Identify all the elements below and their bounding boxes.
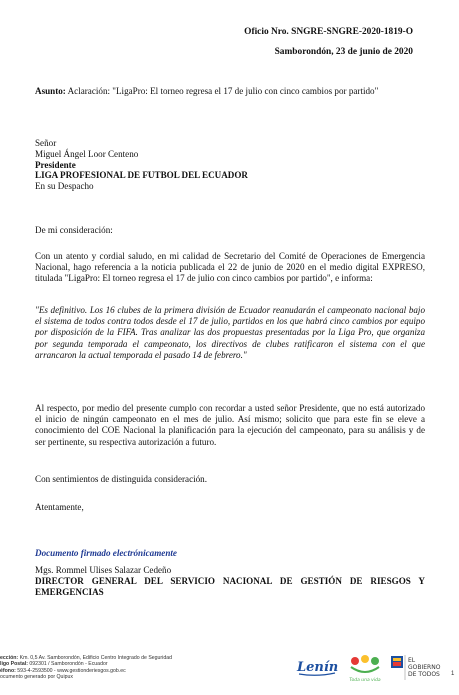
footer-contact: [0, 655, 172, 681]
greeting: De mi consideración:: [35, 225, 113, 235]
footer-postal-label: ligo Postal:: [0, 661, 28, 668]
recipient-organization: LIGA PROFESIONAL DE FUTBOL DEL ECUADOR: [35, 170, 248, 181]
footer-postal: 092301 / Samborondón - Ecuador: [27, 661, 108, 668]
recipient-block: [35, 138, 248, 192]
subject-label: Asunto:: [35, 86, 66, 96]
gob-line-2: GOBIERNO: [408, 664, 441, 671]
place-date: Samborondón, 23 de junio de 2020: [274, 47, 413, 57]
toda-una-vida-text: Toda una vida: [349, 678, 381, 683]
footer-phone-label: éfono:: [0, 667, 16, 674]
paragraph-intro: Con un atento y cordial saludo, en mi calidad de Secretario del Comité de Operaciones de Emergencia Nacional, hago referencia a la noticia publicada el 22 de junio de 2020 en el medio digital EXPRESO, titulada "LigaPro: El torneo regresa el 17 de julio con cinco cambios por partido", e informa:: [35, 251, 425, 284]
recipient-location: En su Despacho: [35, 181, 94, 192]
lenin-logo: [295, 656, 339, 678]
electronic-signature-tag: Documento firmado electrónicamente: [35, 548, 177, 558]
subject-text: Aclaración: "LigaPro: El torneo regresa el 17 de julio con cinco cambios por partido": [65, 86, 379, 96]
signer-name: Mgs. Rommel Ulises Salazar Cedeño: [35, 565, 172, 575]
quoted-news: "Es definitivo. Los 16 clubes de la primera división de Ecuador reanudarán el campeonato nacional bajo el sistema de todos contra todos desde el 17 de julio, partidos en los que habrá cinco cambios por equipo por disposición de la FIFA. Tras analizar las dos propuestas presentadas por la Liga Pro, que organiza por segunda temporada el campeonato, los directivos de clubes ratificaron el sistema con el que arrancaron la actual temporada el pasado 14 de febrero.": [35, 305, 425, 360]
farewell: Atentamente,: [35, 502, 84, 512]
lenin-logo-text: Lenín: [297, 660, 339, 675]
footer-phone[interactable]: 593-4-2593500 - www.gestionderiesgos.gob.ec: [15, 667, 126, 674]
recipient-salutation: Señor: [35, 138, 57, 148]
reference-number: Oficio Nro. SNGRE-SNGRE-2020-1819-O: [244, 27, 413, 37]
gob-line-1: EL: [408, 657, 416, 664]
recipient-title: Presidente: [35, 159, 76, 170]
closing-line: Con sentimientos de distinguida consideración.: [35, 474, 207, 484]
subject-line: [35, 86, 425, 97]
gob-line-3: DE TODOS: [408, 671, 440, 678]
paragraph-request: Al respecto, por medio del presente cumplo con recordar a usted señor Presidente, que no está autorizado el inicio de ningún campeonato en el mes de julio. Así mismo; solicito que para este fin se eleve a conocimiento del COE Nacional la planificación para la ejecución del campeonato, para su análisis y de ser pertinente, su respectiva autorización a futuro.: [35, 403, 425, 447]
footer-generated: ocumento generado por Quipux: [0, 674, 73, 681]
recipient-name: Miguel Ángel Loor Centeno: [35, 148, 139, 159]
footer-address: Km. 0,5 Av. Samborondón, Edificio Centro Integrado de Seguridad: [18, 655, 172, 661]
footer-address-label: ección:: [0, 655, 19, 661]
gobierno-de-todos-logo: [390, 652, 442, 684]
page-number: 1: [451, 671, 455, 677]
signer-role: DIRECTOR GENERAL DEL SERVICIO NACIONAL DE GESTIÓN DE RIESGOS Y EMERGENCIAS: [35, 576, 425, 597]
toda-una-vida-logo: [345, 653, 385, 683]
